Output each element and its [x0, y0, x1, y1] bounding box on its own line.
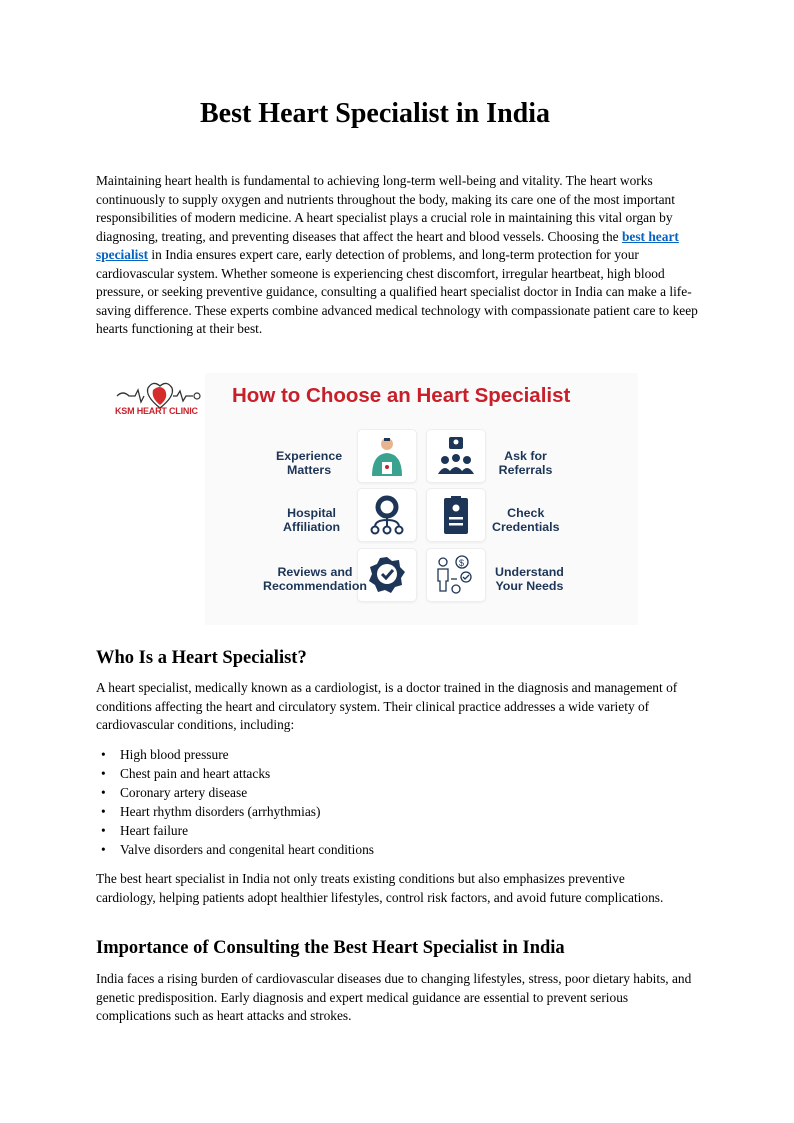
- label-experience: Experience Matters: [276, 449, 343, 477]
- logo-text: KSM HEART CLINIC: [115, 406, 198, 416]
- section1-paragraph: A heart specialist, medically known as a cardiologist, is a doctor trained in the diagnosis and management of conditions affecting the heart and circulatory system. Their clinical practice addresses a wide variety of cardiovascular conditions, including:: [96, 680, 678, 732]
- list-item: • High blood pressure: [96, 745, 374, 764]
- group-icon: [436, 436, 476, 478]
- label-needs: Understand Your Needs: [495, 565, 564, 593]
- label-credentials: Check Credentials: [492, 506, 560, 534]
- tile-needs: [426, 548, 486, 602]
- tile-hospital: [357, 488, 417, 542]
- doctor-icon: [367, 436, 407, 478]
- page-title: Best Heart Specialist in India: [199, 98, 550, 129]
- label-hospital: Hospital Affiliation: [283, 506, 341, 534]
- section1-paragraph-2: The best heart specialist in India not only treats existing conditions but also emphasizes preventive cardiology, helping patients adopt healthier lifestyles, control risk factors, and avoid future complications.: [96, 871, 664, 905]
- list-item: • Coronary artery disease: [96, 783, 374, 802]
- best-heart-specialist-link[interactable]: best heart specialist: [96, 228, 679, 262]
- label-reviews: Reviews and Recommendation: [263, 565, 367, 593]
- tile-referrals: [426, 429, 486, 483]
- clipboard-icon: [436, 495, 476, 537]
- intro-text-cont: in India ensures expert care, early detection of problems, and long-term protection for your cardiovascular system. Whether someone is experiencing chest discomfort, irregular heartbeat, high blood pressure, or seeking preventive guidance, consulting a qualified heart specialist doctor in India can make a life-saving difference. These experts combine advanced medical technology with compassionate patient care to keep hearts functioning at their best.: [96, 247, 698, 336]
- tile-credentials: [426, 488, 486, 542]
- intro-paragraph: [96, 172, 700, 339]
- ksm-heart-logo-icon: [115, 378, 210, 423]
- infographic: [110, 373, 638, 625]
- network-icon: [367, 495, 407, 537]
- section2-paragraph: India faces a rising burden of cardiovascular diseases due to changing lifestyles, stress, poor dietary habits, and genetic predisposition. Early diagnosis and expert medical guidance are essential to prevent serious complications such as heart attacks and strokes.: [96, 971, 692, 1023]
- badge-check-icon: [367, 555, 407, 597]
- infographic-title: How to Choose an Heart Specialist: [232, 384, 571, 407]
- list-item: • Valve disorders and congenital heart conditions: [96, 840, 374, 859]
- label-referrals: Ask for Referrals: [498, 449, 553, 477]
- conditions-list: [96, 745, 374, 860]
- list-item: • Heart rhythm disorders (arrhythmias): [96, 802, 374, 821]
- tile-experience: [357, 429, 417, 483]
- section-heading-importance: Importance of Consulting the Best Heart Specialist in India: [96, 938, 565, 958]
- intro-text: Maintaining heart health is fundamental to achieving long-term well-being and vitality. The heart works continuously to supply oxygen and nutrients throughout the body, making its care one of the most important responsibilities of modern medicine. A heart specialist plays a crucial role in maintaining this vital organ by diagnosing, treating, and preventing diseases that affect the heart and blood vessels. Choosing the: [96, 173, 675, 244]
- person-needs-icon: [436, 555, 476, 597]
- section-heading-who: Who Is a Heart Specialist?: [96, 648, 307, 668]
- list-item: • Chest pain and heart attacks: [96, 764, 374, 783]
- list-item: • Heart failure: [96, 821, 374, 840]
- svg-text:$: $: [459, 558, 465, 568]
